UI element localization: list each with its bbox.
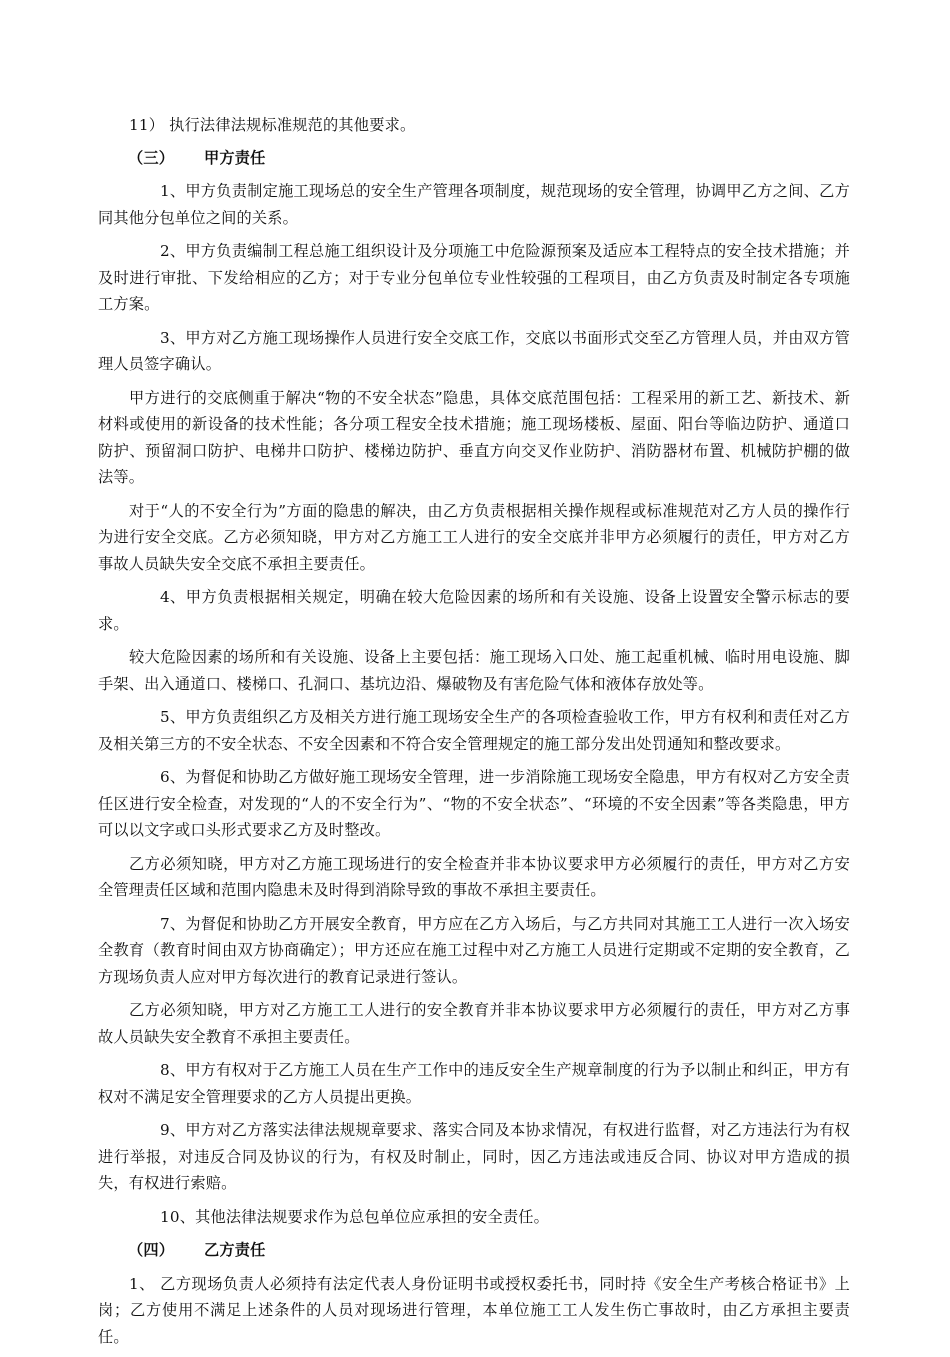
document-body [98,112,850,1357]
item-text: 为督促和协助乙方做好施工现场安全管理，进一步消除施工现场安全隐患，甲方有权对乙方安全责任区进行安全检查，对发现的“人的不安全行为”、“物的不安全状态”、“环境的不安全因素”等各类隐患，甲方可以以文字或口头形式要求乙方及时整改。 [98,768,850,839]
item-number: 6、 [160,768,186,786]
item-number: 11） [129,116,165,134]
paragraph-s3-item-1 [98,178,850,231]
item-text: 甲方对乙方落实法律法规规章要求、落实合同及本协求情况，有权进行监督，对乙方违法行为有权进行举报，对违反合同及协议的行为，有权及时制止，同时，因乙方违法或违反合同、协议对甲方造成的损失，有权进行索赔。 [98,1121,850,1192]
item-text: 其他法律法规要求作为总包单位应承担的安全责任。 [195,1207,550,1226]
item-text: 甲方有权对于乙方施工人员在生产工作中的违反安全生产规章制度的行为予以制止和纠正，甲方有权对不满足安全管理要求的乙方人员提出更换。 [98,1061,850,1106]
item-number: 4、 [160,588,186,606]
section-heading-4 [98,1237,850,1264]
paragraph-s3-item-7 [98,911,850,991]
paragraph-s3-7a: 乙方必须知晓，甲方对乙方施工工人进行的安全教育并非本协议要求甲方必须履行的责任，甲方对乙方事故人员缺失安全教育不承担主要责任。 [98,1001,850,1046]
section-title: 乙方责任 [204,1241,266,1259]
item-text: 甲方负责根据相关规定，明确在较大危险因素的场所和有关设施、设备上设置安全警示标志的要求。 [98,588,850,633]
section-title: 甲方责任 [204,148,266,167]
paragraph-s3-item-6 [98,764,850,844]
paragraph-s3-3b: 对于“人的不安全行为”方面的隐患的解决，由乙方负责根据相关操作规程或标准规范对乙方人员的操作行为进行安全交底。乙方必须知晓，甲方对乙方施工工人进行的安全交底并非甲方必须履行的责任，甲方对乙方事故人员缺失安全交底不承担主要责任。 [98,501,850,573]
paragraph-s3-item-2 [98,238,850,318]
item-number: 2、 [160,242,186,260]
paragraph-s4-item-1 [98,1271,850,1351]
item-number: 9、 [160,1121,186,1139]
item-text: 甲方负责编制工程总施工组织设计及分项施工中危险源预案及适应本工程特点的安全技术措施；并及时进行审批、下发给相应的乙方；对于专业分包单位专业性较强的工程项目，由乙方负责及时制定各专项施工方案。 [98,242,850,313]
item-text: 甲方负责组织乙方及相关方进行施工现场安全生产的各项检查验收工作，甲方有权利和责任对乙方及相关第三方的不安全状态、不安全因素和不符合安全管理规定的施工部分发出处罚通知和整改要求。 [98,708,850,753]
item-number: 7、 [160,914,186,933]
paragraph-s3-4a: 较大危险因素的场所和有关设施、设备上主要包括：施工现场入口处、施工起重机械、临时用电设施、脚手架、出入通道口、楼梯口、孔洞口、基坑边沿、爆破物及有害危险气体和液体存放处等。 [98,648,850,693]
paragraph-s3-item-8 [98,1057,850,1110]
paragraph-s3-item-3 [98,325,850,378]
section-heading-3 [98,145,850,172]
item-number: 1、 [160,182,186,200]
item-number: 3、 [160,328,186,347]
item-number: 1、 [129,1274,155,1293]
item-text: 甲方对乙方施工现场操作人员进行安全交底工作，交底以书面形式交至乙方管理人员，并由双方管理人员签字确认。 [98,328,850,373]
section-number: （四） [128,1241,175,1259]
item-text: 执行法律法规标准规范的其他要求。 [169,116,416,134]
item-number: 5、 [160,708,186,726]
item-number: 10、 [160,1207,196,1226]
paragraph-s3-6a: 乙方必须知晓，甲方对乙方施工现场进行的安全检查并非本协议要求甲方必须履行的责任，甲方对乙方安全管理责任区域和范围内隐患未及时得到消除导致的事故不承担主要责任。 [98,854,850,899]
paragraph-s3-3a: 甲方进行的交底侧重于解决“物的不安全状态”隐患，具体交底范围包括：工程采用的新工艺、新技术、新材料或使用的新设备的技术性能；各分项工程安全技术措施；施工现场楼板、屋面、阳台等临边防护、通道口防护、预留洞口防护、电梯井口防护、楼梯边防护、垂直方向交叉作业防护、消防器材布置、机械防护棚的做法等。 [98,388,850,486]
item-11 [98,112,850,139]
item-text: 甲方负责制定施工现场总的安全生产管理各项制度，规范现场的安全管理，协调甲乙方之间、乙方同其他分包单位之间的关系。 [98,182,850,227]
item-text: 为督促和协助乙方开展安全教育，甲方应在乙方入场后，与乙方共同对其施工工人进行一次入场安全教育（教育时间由双方协商确定）；甲方还应在施工过程中对乙方施工人员进行定期或不定期的安全教育，乙方现场负责人应对甲方每次进行的教育记录进行签认。 [98,914,850,986]
paragraph-s3-item-5 [98,704,850,757]
item-number: 8、 [160,1061,186,1079]
paragraph-s3-item-9 [98,1117,850,1197]
item-text: 乙方现场负责人必须持有法定代表人身份证明书或授权委托书，同时持《安全生产考核合格证书》上岗；乙方使用不满足上述条件的人员对现场进行管理，本单位施工工人发生伤亡事故时，由乙方承担主要责任。 [98,1274,850,1346]
section-number: （三） [128,148,175,167]
paragraph-s3-item-10 [98,1204,850,1231]
paragraph-s3-item-4 [98,584,850,637]
